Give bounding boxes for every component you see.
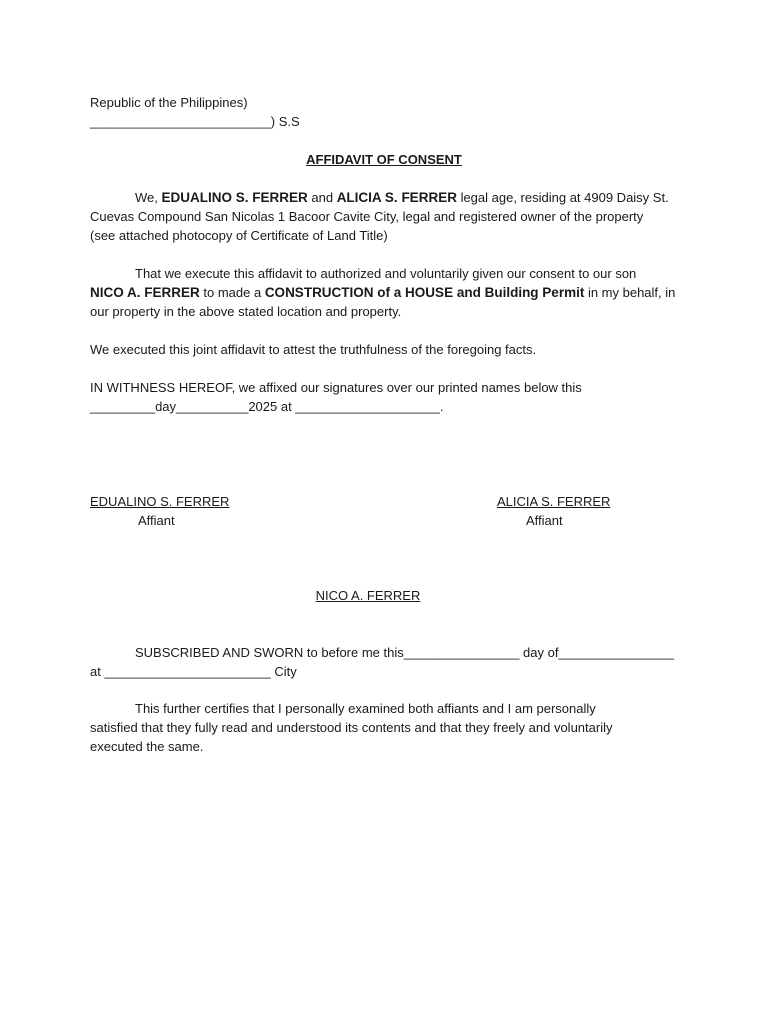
construction-permit: CONSTRUCTION of a HOUSE and Building Permit xyxy=(264,285,585,300)
para1-line1: We, EDUALINO S. FERRER and ALICIA S. FERRER legal age, residing at 4909 Daisy St. xyxy=(135,190,669,205)
para4-line2: _________day__________2025 at ____________________. xyxy=(90,399,444,414)
paragraph-certification xyxy=(90,699,678,756)
paragraph-owners xyxy=(90,188,678,245)
para2-line2: NICO A. FERRER to made a CONSTRUCTION of a HOUSE and Building Permit in my behalf, in xyxy=(90,285,676,300)
header-republic: Republic of the Philippines) xyxy=(90,95,248,110)
son-name: NICO A. FERRER xyxy=(90,285,200,300)
para5-line3: executed the same. xyxy=(90,739,204,754)
para1-line3: (see attached photocopy of Certificate of Land Title) xyxy=(90,228,388,243)
affiant1-name: EDUALINO S. FERRER xyxy=(90,494,230,509)
para2-line1: That we execute this affidavit to authorized and voluntarily given our consent to our son xyxy=(135,266,637,281)
paragraph-attest: We executed this joint affidavit to attest the truthfulness of the foregoing facts. xyxy=(90,342,537,357)
document-title: AFFIDAVIT OF CONSENT xyxy=(306,152,462,167)
header-ss-line: _________________________) S.S xyxy=(90,114,300,129)
paragraph-consent xyxy=(90,264,678,321)
owner-name-2: ALICIA S. FERRER xyxy=(336,190,457,205)
para4-line1: IN WITHNESS HEREOF, we affixed our signatures over our printed names below this xyxy=(90,380,582,395)
son-signature-name: NICO A. FERRER xyxy=(315,588,421,603)
affiant2-name: ALICIA S. FERRER xyxy=(497,494,611,509)
sworn-line2: at _______________________ City xyxy=(90,664,297,679)
para1-line2: Cuevas Compound San Nicolas 1 Bacoor Cavite City, legal and registered owner of the property xyxy=(90,209,644,224)
para2-line3: our property in the above stated location and property. xyxy=(90,304,402,319)
paragraph-witness xyxy=(90,378,678,416)
para5-line1: This further certifies that I personally examined both affiants and I am personally xyxy=(135,701,596,716)
affiant1-label: Affiant xyxy=(138,513,175,528)
sworn-line1: SUBSCRIBED AND SWORN to before me this________________ day of________________ xyxy=(135,645,675,660)
owner-name-1: EDUALINO S. FERRER xyxy=(161,190,308,205)
para5-line2: satisfied that they fully read and understood its contents and that they freely and voluntarily xyxy=(90,720,613,735)
paragraph-sworn xyxy=(90,643,678,681)
affiant2-label: Affiant xyxy=(526,513,563,528)
